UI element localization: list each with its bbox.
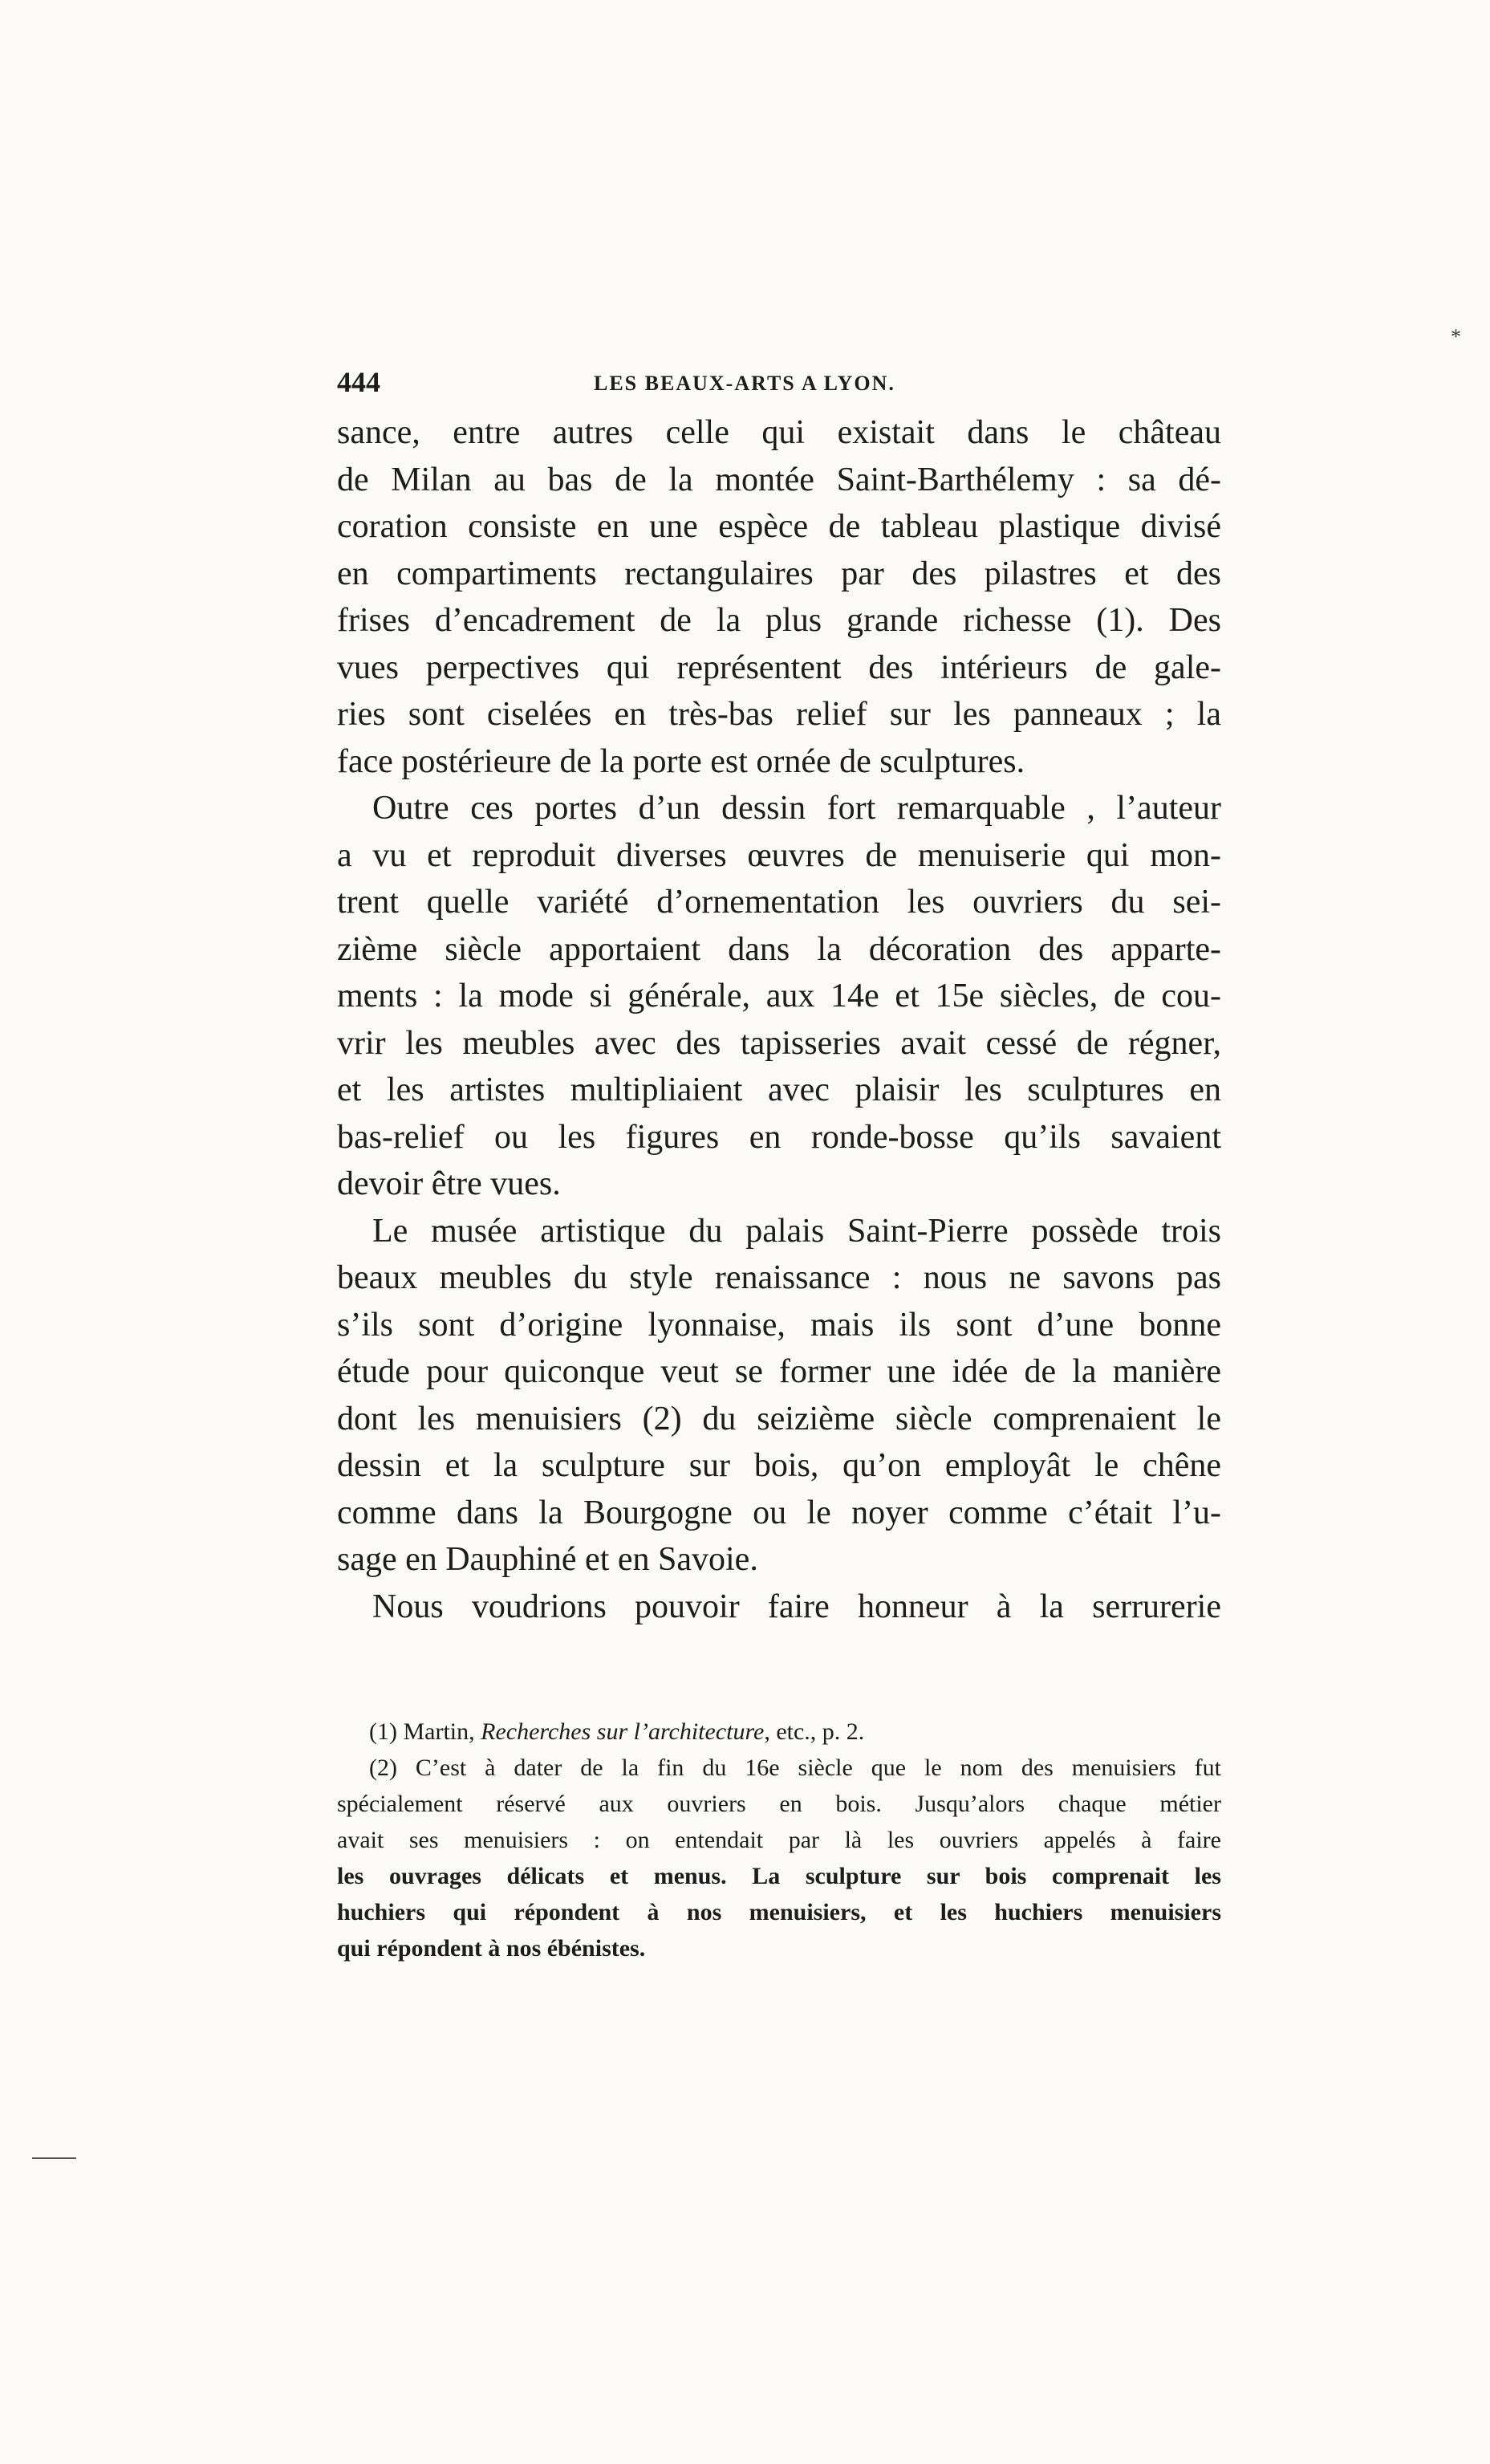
text-line: s’ils sont d’origine lyonnaise, mais ils sont d’une bonne	[337, 1306, 1221, 1344]
footnote-2-line: qui répondent à nos ébénistes.	[337, 1935, 646, 1962]
text-line: vrir les meubles avec des tapisseries avait cessé de régner,	[337, 1024, 1221, 1062]
text-line: sage en Dauphiné et en Savoie.	[337, 1541, 758, 1578]
footnote-1-marker: (1) Martin,	[369, 1718, 481, 1745]
page-header	[337, 365, 1221, 405]
text-line: frises d’encadrement de la plus grande richesse (1). Des	[337, 602, 1221, 639]
footnote-1-title: Recherches sur l’architecture	[481, 1718, 765, 1745]
text-line: face postérieure de la porte est ornée de sculptures.	[337, 742, 1025, 780]
text-line: et les artistes multipliaient avec plaisir les sculptures en	[337, 1071, 1221, 1108]
margin-mark: *	[1451, 325, 1461, 348]
text-line: ries sont ciselées en très-bas relief sur les panneaux ; la	[337, 696, 1221, 733]
text-line: Outre ces portes d’un dessin fort remarquable , l’auteur	[372, 790, 1221, 827]
text-line: zième siècle apportaient dans la décoration des apparte-	[337, 930, 1221, 968]
text-line: trent quelle variété d’ornementation les ouvriers du sei-	[337, 884, 1221, 921]
text-line: a vu et reproduit diverses œuvres de menuiserie qui mon-	[337, 836, 1221, 874]
footnote-2-line: spécialement réservé aux ouvriers en bois. Jusqu’alors chaque métier	[337, 1791, 1221, 1817]
text-line: sance, entre autres celle qui existait dans le château	[337, 414, 1221, 451]
text-line: Le musée artistique du palais Saint-Pierre possède trois	[372, 1212, 1221, 1250]
running-title: LES BEAUX-ARTS A LYON.	[594, 372, 895, 395]
text-line: coration consiste en une espèce de tableau plastique divisé	[337, 508, 1221, 545]
text-line: comme dans la Bourgogne ou le noyer comme c’était l’u-	[337, 1494, 1221, 1531]
text-line: beaux meubles du style renaissance : nous ne savons pas	[337, 1259, 1221, 1296]
text-line: devoir être vues.	[337, 1165, 561, 1202]
footnote-1-rest: , etc., p. 2.	[764, 1718, 865, 1745]
text-line: dont les menuisiers (2) du seizième siècle comprenaient le	[337, 1400, 1221, 1437]
footnote-1	[337, 1714, 1221, 1750]
text-line: étude pour quiconque veut se former une idée de la manière	[337, 1353, 1221, 1390]
text-line: de Milan au bas de la montée Saint-Barthélemy : sa dé-	[337, 461, 1221, 498]
footnote-2-line: (2) C’est à dater de la fin du 16e siècle que le nom des menuisiers fut	[369, 1754, 1221, 1781]
footnote-2-line: les ouvrages délicats et menus. La sculpture sur bois comprenait les	[337, 1863, 1221, 1889]
footnote-2-line: avait ses menuisiers : on entendait par là les ouvriers appelés à faire	[337, 1827, 1221, 1853]
body-text	[337, 409, 1221, 1630]
text-line: vues perpectives qui représentent des intérieurs de gale-	[337, 649, 1221, 686]
text-line: Nous voudrions pouvoir faire honneur à la serrurerie	[372, 1588, 1221, 1625]
page-number: 444	[337, 366, 380, 398]
footnotes	[337, 1714, 1221, 1966]
footnote-2-line: huchiers qui répondent à nos menuisiers, et les huchiers menuisiers	[337, 1899, 1221, 1925]
text-line: dessin et la sculpture sur bois, qu’on employât le chêne	[337, 1447, 1221, 1484]
text-line: ments : la mode si générale, aux 14e et 15e siècles, de cou-	[337, 978, 1221, 1014]
text-line: en compartiments rectangulaires par des pilastres et des	[337, 555, 1221, 592]
edge-mark	[32, 2157, 76, 2159]
text-line: bas-relief ou les figures en ronde-bosse qu’ils savaient	[337, 1118, 1221, 1156]
